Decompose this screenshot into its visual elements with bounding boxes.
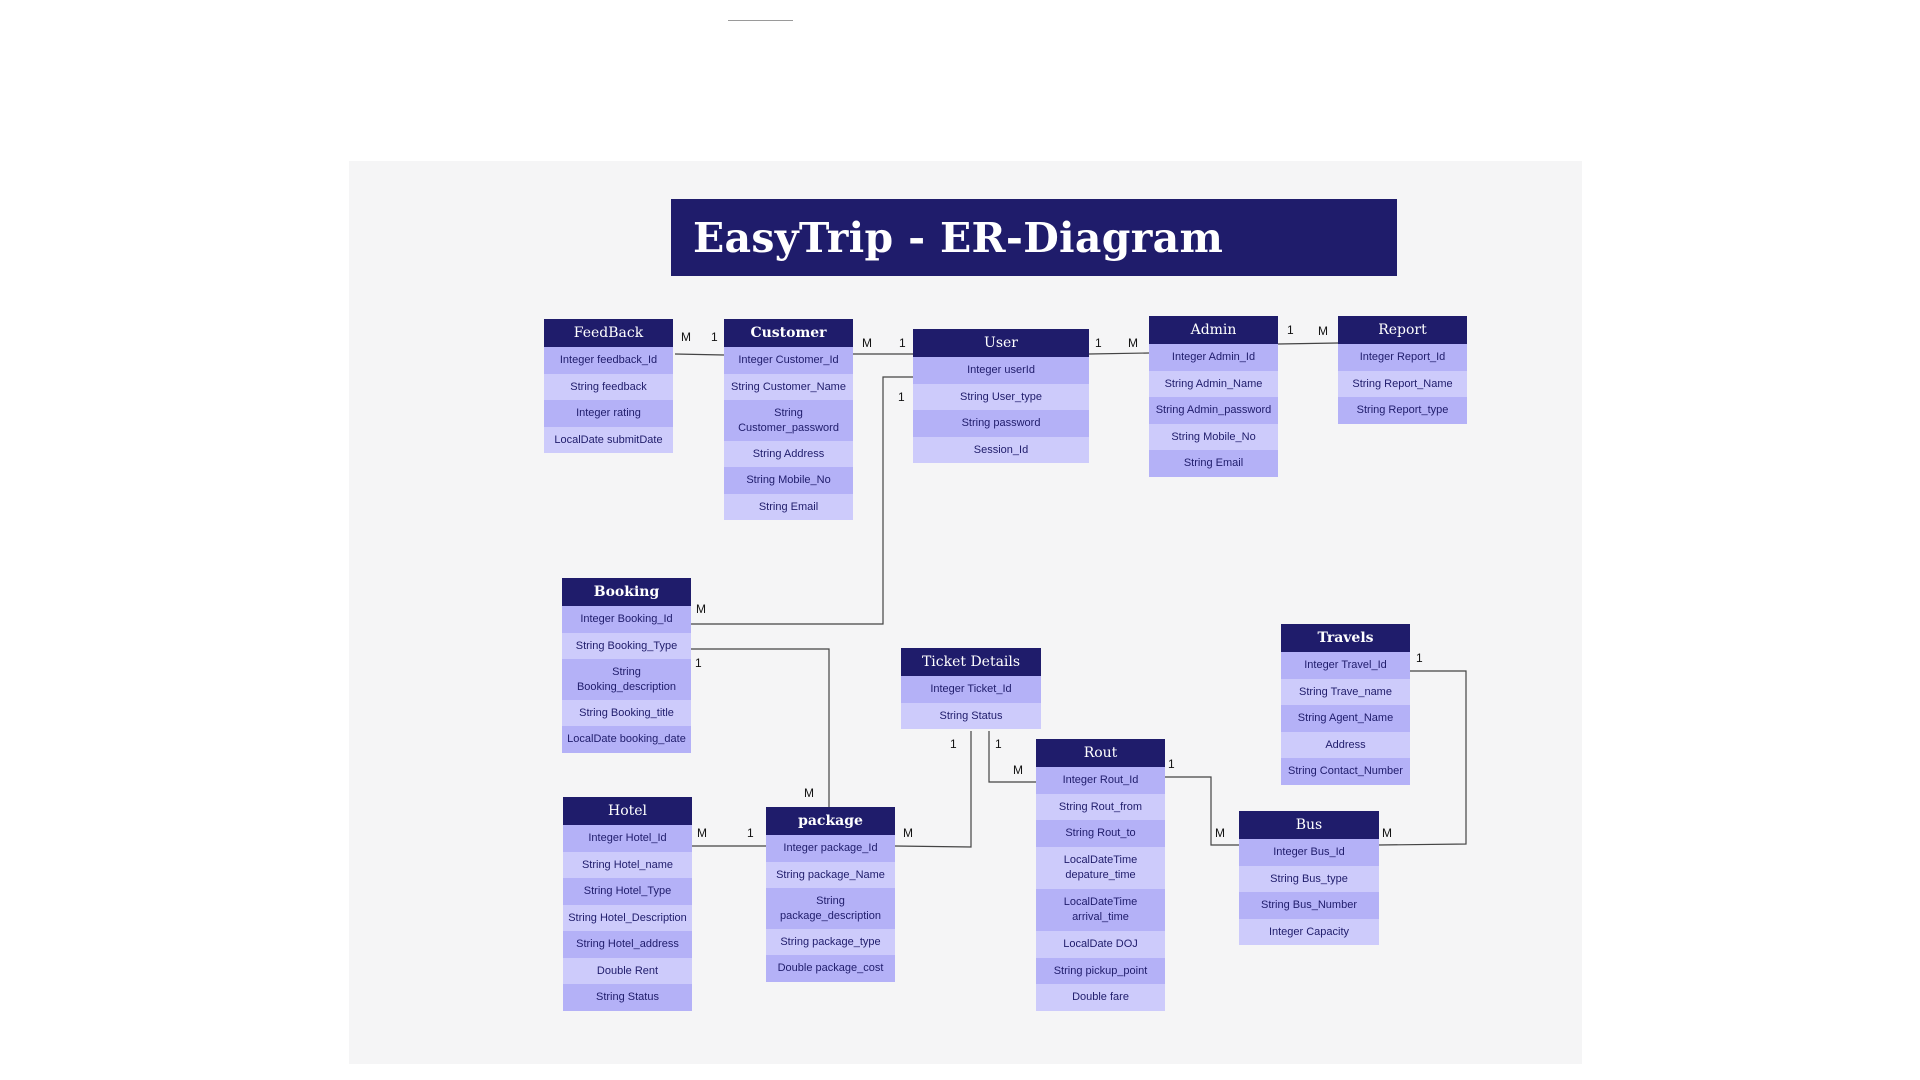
attribute: String Agent_Name (1281, 705, 1410, 732)
entity-user (913, 329, 1089, 463)
cardinality-label: 1 (950, 737, 957, 751)
cardinality-label: M (1013, 763, 1023, 777)
cardinality-label: M (681, 330, 691, 344)
attribute: String Hotel_Type (563, 878, 692, 905)
attribute: Integer feedback_Id (544, 347, 673, 374)
cardinality-label: 1 (1168, 757, 1175, 771)
attribute: String Trave_name (1281, 679, 1410, 705)
entity-header: User (913, 329, 1089, 357)
cardinality-label: M (1215, 826, 1225, 840)
attribute: Address (1281, 732, 1410, 758)
attribute: Integer package_Id (766, 835, 895, 862)
attribute: String Customer_password (724, 400, 853, 441)
attribute: Integer rating (544, 400, 673, 427)
attribute: Integer userId (913, 357, 1089, 384)
attribute: LocalDate submitDate (544, 427, 673, 453)
attribute: Double fare (1036, 984, 1165, 1011)
attribute: Integer Travel_Id (1281, 652, 1410, 679)
cardinality-label: 1 (1287, 323, 1294, 337)
attribute: String Customer_Name (724, 374, 853, 400)
title-banner (671, 199, 1397, 276)
entity-booking (562, 578, 691, 753)
cardinality-label: M (697, 826, 707, 840)
attribute: LocalDateTime arrival_time (1036, 889, 1165, 931)
attribute: String User_type (913, 384, 1089, 410)
attribute: String Bus_Number (1239, 892, 1379, 919)
attribute: Integer Capacity (1239, 919, 1379, 945)
attribute: String Admin_password (1149, 397, 1278, 424)
entity-header: Hotel (563, 797, 692, 825)
entity-feedback (544, 319, 673, 453)
entity-customer (724, 319, 853, 520)
attribute: String Email (1149, 450, 1278, 477)
attribute: String password (913, 410, 1089, 437)
entity-header: Rout (1036, 739, 1165, 767)
entity-header: Report (1338, 316, 1467, 344)
attribute: Session_Id (913, 437, 1089, 463)
entity-header: Booking (562, 578, 691, 606)
attribute: String Email (724, 494, 853, 520)
attribute: String Booking_title (562, 700, 691, 726)
attribute: Integer Ticket_Id (901, 676, 1041, 703)
entity-header: Admin (1149, 316, 1278, 344)
attribute: String Report_type (1338, 397, 1467, 424)
attribute: String Status (563, 984, 692, 1011)
cardinality-label: M (862, 336, 872, 350)
entity-rout (1036, 739, 1165, 1011)
entity-bus (1239, 811, 1379, 945)
attribute: Integer Report_Id (1338, 344, 1467, 371)
entity-header: package (766, 807, 895, 835)
entity-travels (1281, 624, 1410, 785)
cardinality-label: M (804, 786, 814, 800)
cardinality-label: M (696, 602, 706, 616)
attribute: String Address (724, 441, 853, 467)
entity-report (1338, 316, 1467, 424)
attribute: String Mobile_No (724, 467, 853, 494)
entity-header: Ticket Details (901, 648, 1041, 676)
attribute: Integer Rout_Id (1036, 767, 1165, 794)
attribute: Integer Customer_Id (724, 347, 853, 374)
decorative-line (728, 20, 793, 21)
attribute: String feedback (544, 374, 673, 400)
cardinality-label: 1 (1095, 336, 1102, 350)
attribute: String Hotel_name (563, 852, 692, 878)
entity-admin (1149, 316, 1278, 477)
cardinality-label: M (1382, 826, 1392, 840)
cardinality-label: 1 (695, 656, 702, 670)
attribute: Integer Bus_Id (1239, 839, 1379, 866)
attribute: LocalDate DOJ (1036, 931, 1165, 958)
attribute: String Status (901, 703, 1041, 729)
cardinality-label: M (1318, 324, 1328, 338)
cardinality-label: 1 (898, 390, 905, 404)
attribute: String Contact_Number (1281, 758, 1410, 785)
attribute: String package_Name (766, 862, 895, 888)
cardinality-label: 1 (995, 737, 1002, 751)
cardinality-label: M (903, 826, 913, 840)
entity-hotel (563, 797, 692, 1011)
diagram-canvas (349, 161, 1582, 1064)
attribute: String Rout_from (1036, 794, 1165, 820)
cardinality-label: 1 (899, 336, 906, 350)
cardinality-label: 1 (747, 826, 754, 840)
page-title: EasyTrip - ER-Diagram (693, 213, 1224, 262)
entity-ticket-details (901, 648, 1041, 729)
attribute: String Mobile_No (1149, 424, 1278, 450)
entity-header: Customer (724, 319, 853, 347)
attribute: Integer Booking_Id (562, 606, 691, 633)
entity-header: Travels (1281, 624, 1410, 652)
attribute: Integer Hotel_Id (563, 825, 692, 852)
attribute: String Admin_Name (1149, 371, 1278, 397)
attribute: String Booking_description (562, 659, 691, 700)
attribute: LocalDate booking_date (562, 726, 691, 753)
attribute: String Bus_type (1239, 866, 1379, 892)
entity-header: Bus (1239, 811, 1379, 839)
attribute: String pickup_point (1036, 958, 1165, 984)
attribute: String Hotel_Description (563, 905, 692, 931)
attribute: String package_description (766, 888, 895, 929)
attribute: String Report_Name (1338, 371, 1467, 397)
attribute: Double Rent (563, 958, 692, 984)
cardinality-label: 1 (711, 330, 718, 344)
attribute: String Booking_Type (562, 633, 691, 659)
entity-package (766, 807, 895, 982)
entity-header: FeedBack (544, 319, 673, 347)
attribute: LocalDateTime depature_time (1036, 847, 1165, 889)
attribute: String package_type (766, 929, 895, 955)
cardinality-label: M (1128, 336, 1138, 350)
attribute: Double package_cost (766, 955, 895, 982)
attribute: Integer Admin_Id (1149, 344, 1278, 371)
attribute: String Hotel_address (563, 931, 692, 958)
attribute: String Rout_to (1036, 820, 1165, 847)
cardinality-label: 1 (1416, 651, 1423, 665)
